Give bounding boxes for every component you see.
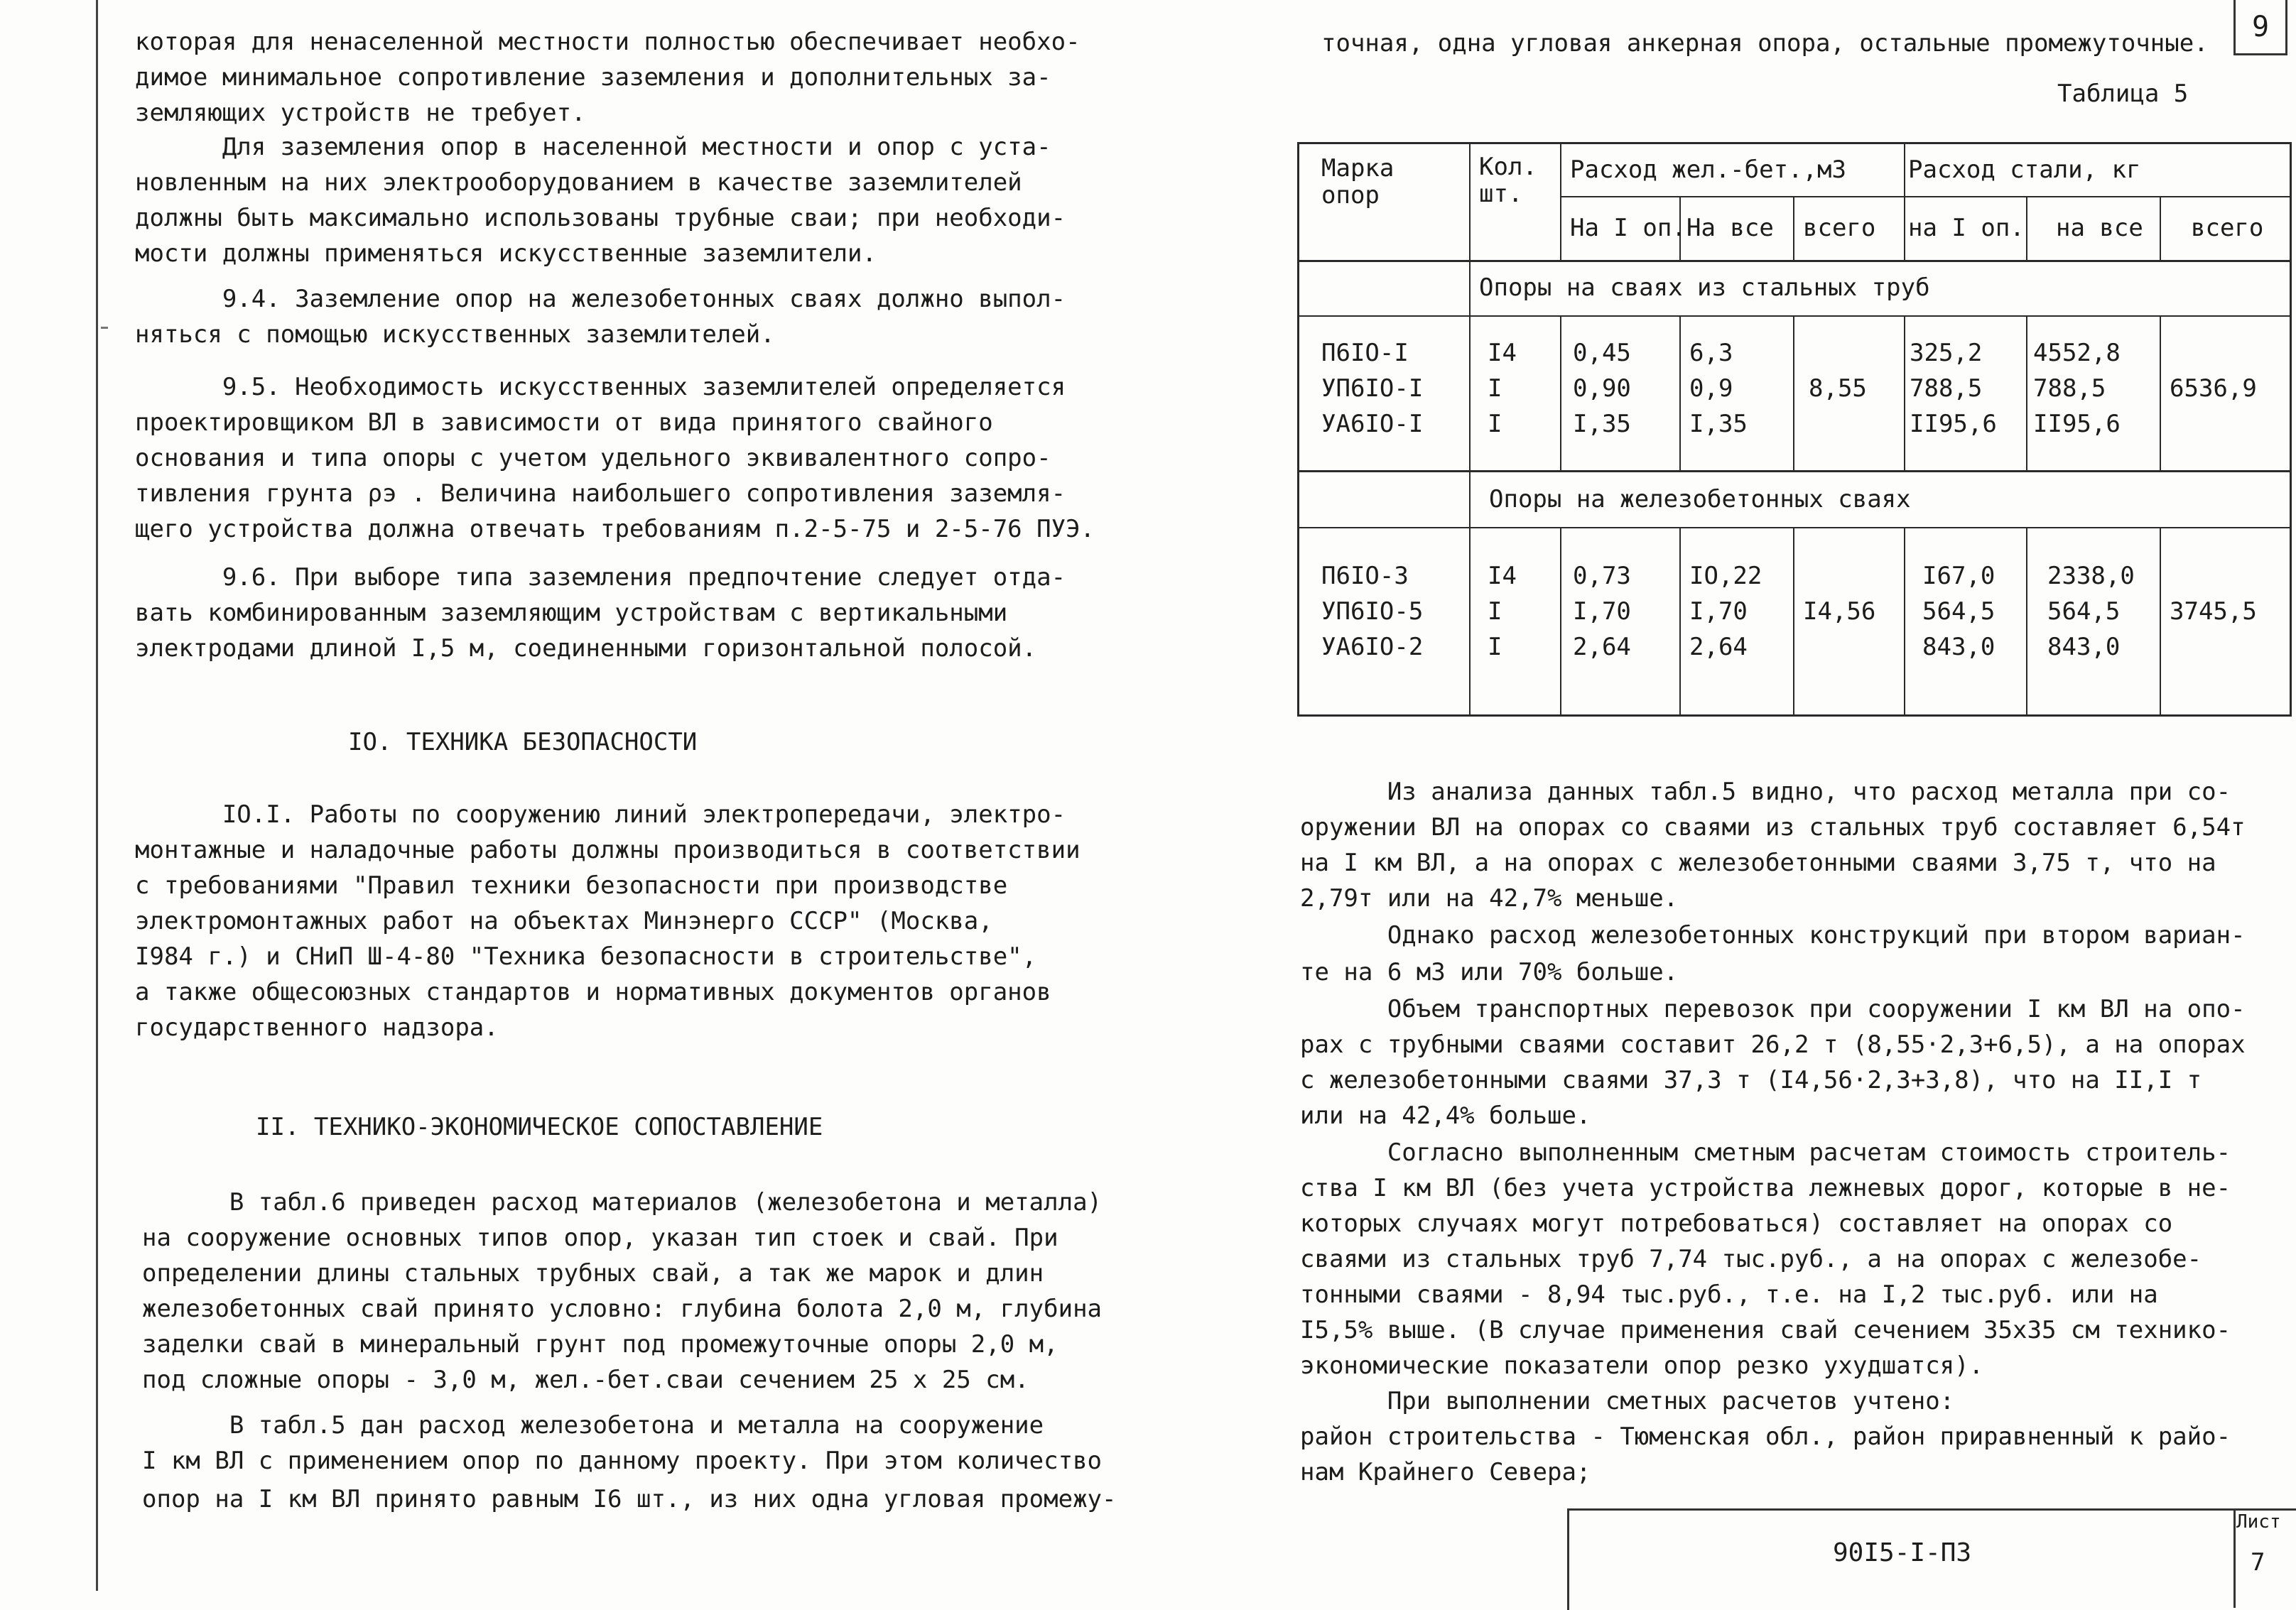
page-number: 9 — [2233, 0, 2287, 55]
paragraph-line: няться с помощью искусственных заземлителей. — [135, 320, 775, 349]
sheet-number: 7 — [2251, 1548, 2265, 1577]
paragraph-line: должны быть максимально использованы трубные сваи; при необходи- — [135, 204, 1066, 232]
paragraph-line: димое минимальное сопротивление заземления и дополнительных за- — [135, 63, 1051, 92]
paragraph-line: мости должны применяться искусственные заземлители. — [135, 239, 877, 268]
paragraph-line: вать комбинированным заземляющим устройствам с вертикальными — [135, 599, 1008, 627]
cell-steel-all: 4552,8 788,5 II95,6 — [2033, 339, 2121, 438]
paragraph-line: I5,5% выше. (В случае применения свай сечением 35х35 см технико- — [1300, 1316, 2231, 1344]
margin-mark — [101, 327, 108, 329]
paragraph-line: которых случаях могут потребоваться) составляет на опорах со — [1300, 1209, 2173, 1238]
table-5 — [1297, 142, 2292, 717]
paragraph-line: 9.4. Заземление опор на железобетонных сваях должно выпол- — [135, 285, 1066, 313]
cell-steel-per: I67,0 564,5 843,0 — [1922, 562, 1996, 661]
paragraph-line: основания и типа опоры с учетом удельного эквивалентного сопро- — [135, 444, 1051, 472]
cell-concrete-all: 6,3 0,9 I,35 — [1689, 339, 1748, 438]
cell-steel-total: 6536,9 — [2170, 374, 2257, 403]
header-steel-total: всего — [2191, 214, 2264, 242]
section-11-heading: II. ТЕХНИКО-ЭКОНОМИЧЕСКОЕ СОПОСТАВЛЕНИЕ — [256, 1113, 823, 1141]
paragraph-line: Согласно выполненным сметным расчетам стоимость строитель- — [1300, 1138, 2231, 1167]
paragraph-line: I км ВЛ с применением опор по данному проекту. При этом количество — [142, 1447, 1103, 1475]
header-steel-per: на I оп. — [1908, 214, 2025, 242]
paragraph-line: Из анализа данных табл.5 видно, что расход металла при со- — [1300, 778, 2231, 806]
paragraph-line: государственного надзора. — [135, 1013, 499, 1042]
paragraph-line: При выполнении сметных расчетов учтено: — [1300, 1387, 1955, 1415]
paragraph-line: земляющих устройств не требует. — [135, 99, 586, 127]
header-mark: Марка опор — [1321, 154, 1395, 210]
paragraph-line: тивления грунта ρэ . Величина наибольшего сопротивления заземля- — [135, 479, 1066, 508]
paragraph-line: оружении ВЛ на опорах со сваями из стальных труб составляет 6,54т — [1300, 813, 2246, 842]
paragraph-line: район строительства - Тюменская обл., район приравненный к райо- — [1300, 1423, 2231, 1451]
header-concrete-per: На I оп. — [1570, 214, 1686, 242]
paragraph-line: тонными сваями - 8,94 тыс.руб., т.е. на I,2 тыс.руб. или на — [1300, 1280, 2158, 1309]
paragraph-line: монтажные и наладочные работы должны производиться в соответствии — [135, 836, 1081, 864]
paragraph-line: с требованиями "Правил техники безопасности при производстве — [135, 871, 1008, 900]
paragraph-line: на сооружение основных типов опор, указан тип стоек и свай. При — [142, 1224, 1058, 1252]
paragraph-line: определении длины стальных трубных свай, а так же марок и длин — [142, 1259, 1044, 1288]
left-page — [0, 0, 1144, 1591]
paragraph-line: электромонтажных работ на объектах Минэнерго СССР" (Москва, — [135, 907, 993, 935]
paragraph-line: 9.6. При выборе типа заземления предпочтение следует отда- — [135, 563, 1066, 592]
paragraph-line: под сложные опоры - 3,0 м, жел.-бет.сваи сечением 25 х 25 см. — [142, 1366, 1029, 1394]
cell-concrete-per: 0,73 I,70 2,64 — [1573, 562, 1631, 661]
document-code: 90I5-I-ПЗ — [1833, 1538, 1972, 1567]
cell-marks: П6IO-3 УП6IO-5 УА6IO-2 — [1321, 562, 1424, 661]
paragraph-line: Объем транспортных перевозок при сооружении I км ВЛ на опо- — [1300, 995, 2246, 1023]
header-steel-all: на все — [2056, 214, 2143, 242]
paragraph-line: на I км ВЛ, а на опорах с железобетонными сваями 3,75 т, что на — [1300, 849, 2216, 877]
paragraph-line: В табл.5 дан расход железобетона и металла на сооружение — [142, 1411, 1044, 1440]
section-title: Опоры на железобетонных сваях — [1489, 485, 1911, 513]
page-edge-line — [96, 0, 98, 1591]
cell-qty: I4 I I — [1488, 339, 1517, 438]
paragraph-line: новленным на них электрооборудованием в качестве заземлителей — [135, 168, 1022, 197]
paragraph-line: заделки свай в минеральный грунт под промежуточные опоры 2,0 м, — [142, 1330, 1058, 1359]
paragraph-line: проектировщиком ВЛ в зависимости от вида принятого свайного — [135, 408, 993, 437]
paragraph-line: щего устройства должна отвечать требованиям п.2-5-75 и 2-5-76 ПУЭ. — [135, 515, 1095, 543]
header-concrete-group: Расход жел.-бет.,м3 — [1570, 156, 1846, 184]
paragraph-line: Однако расход железобетонных конструкций при втором вариан- — [1300, 921, 2246, 950]
paragraph-line: те на 6 м3 или 70% больше. — [1300, 958, 1679, 986]
cell-concrete-total: I4,56 — [1803, 597, 1876, 626]
paragraph-line: рах с трубными сваями составит 26,2 т (8,55·2,3+6,5), а на опорах — [1300, 1030, 2246, 1059]
paragraph-line: ства I км ВЛ (без учета устройства лежневых дорог, которые в не- — [1300, 1174, 2231, 1202]
section-title: Опоры на сваях из стальных труб — [1479, 273, 1930, 302]
paragraph-line: I984 г.) и СНиП Ш-4-80 "Техника безопасности в строительстве", — [135, 942, 1037, 971]
cell-qty: I4 I I — [1488, 562, 1517, 661]
cell-steel-per: 325,2 788,5 II95,6 — [1910, 339, 1997, 438]
paragraph-line: опор на I км ВЛ принято равным I6 шт., из них одна угловая промежу- — [142, 1485, 1117, 1513]
section-10-heading: IO. ТЕХНИКА БЕЗОПАСНОСТИ — [348, 728, 698, 756]
paragraph-line: железобетонных свай принято условно: глубина болота 2,0 м, глубина — [142, 1295, 1103, 1323]
cell-marks: П6IO-I УП6IO-I УА6IO-I — [1321, 339, 1424, 438]
cell-steel-all: 2338,0 564,5 843,0 — [2047, 562, 2135, 661]
paragraph-line: которая для ненаселенной местности полностью обеспечивает необхо- — [135, 28, 1081, 56]
header-concrete-all: На все — [1686, 214, 1774, 242]
paragraph-line: 9.5. Необходимость искусственных заземлителей определяется — [135, 373, 1066, 401]
paragraph-line: точная, одна угловая анкерная опора, остальные промежуточные. — [1321, 29, 2209, 58]
sheet-label: Лист — [2236, 1511, 2281, 1533]
header-concrete-total: всего — [1803, 214, 1876, 242]
cell-concrete-all: IO,22 I,70 2,64 — [1689, 562, 1762, 661]
cell-concrete-per: 0,45 0,90 I,35 — [1573, 339, 1631, 438]
paragraph-line: IO.I. Работы по сооружению линий электропередачи, электро- — [135, 800, 1066, 829]
paragraph-line: экономические показатели опор резко ухудшатся). — [1300, 1351, 1984, 1380]
paragraph-line: с железобетонными сваями 37,3 т (I4,56·2,3+3,8), что на II,I т — [1300, 1066, 2202, 1094]
cell-concrete-total: 8,55 — [1809, 374, 1867, 403]
paragraph-line: нам Крайнего Севера; — [1300, 1458, 1591, 1486]
cell-steel-total: 3745,5 — [2170, 597, 2257, 626]
header-steel-group: Расход стали, кг — [1908, 156, 2141, 184]
table-caption: Таблица 5 — [2057, 80, 2189, 108]
paragraph-line: В табл.6 приведен расход материалов (железобетона и металла) — [142, 1188, 1103, 1217]
paragraph-line: Для заземления опор в населенной местности и опор с уста- — [135, 133, 1051, 161]
paragraph-line: 2,79т или на 42,7% меньше. — [1300, 884, 1679, 913]
paragraph-line: а также общесоюзных стандартов и нормативных документов органов — [135, 978, 1051, 1006]
paragraph-line: или на 42,4% больше. — [1300, 1102, 1591, 1130]
paragraph-line: сваями из стальных труб 7,74 тыс.руб., а на опорах с железобе- — [1300, 1245, 2202, 1273]
right-page — [1279, 0, 2296, 1591]
paragraph-line: электродами длиной I,5 м, соединенными горизонтальной полосой. — [135, 634, 1037, 663]
header-qty: Кол. шт. — [1479, 153, 1537, 208]
